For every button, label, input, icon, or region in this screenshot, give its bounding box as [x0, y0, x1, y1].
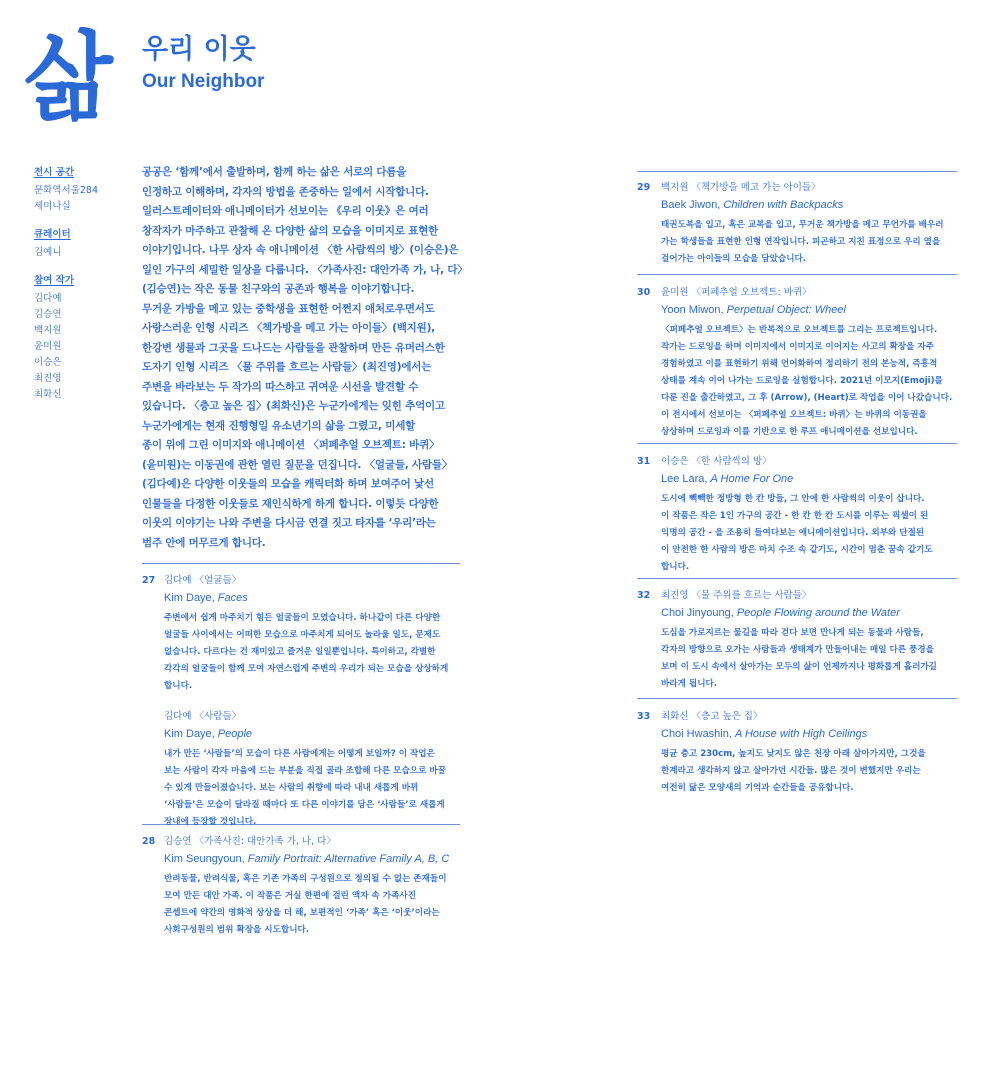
intro-line: 인정하고 이해하며, 각자의 방법을 존중하는 일에서 시작합니다. — [142, 185, 429, 198]
artist-name: 최진영 — [34, 373, 62, 384]
intro-line: 인물들을 다정한 이웃들로 재인식하게 하게 합니다. 이렇듯 다양한 — [142, 497, 439, 510]
entry-body — [164, 834, 449, 939]
entry-description — [164, 610, 448, 695]
intro-line: 있습니다. 〈층고 높은 집〉(최화신)은 누군가에게는 잊힌 추억이고 — [142, 400, 445, 412]
entry-number: 31 — [637, 456, 651, 467]
artist-name: 윤미원 — [34, 341, 62, 352]
description-line: 각자의 방향으로 오가는 사람들과 생태계가 만들어내는 매일 다른 풍경을 — [661, 645, 934, 655]
artist-name-english: Yoon Miwon, — [661, 304, 727, 316]
entry-body — [661, 588, 937, 693]
entry-title-english — [164, 589, 448, 607]
intro-line: 한강변 생물과 그곳을 드나드는 사람들을 관찰하며 만든 유머러스한 — [142, 341, 445, 354]
entry-title-english — [661, 301, 952, 319]
intro-line: (윤미원)는 이동권에 관한 열린 질문을 던집니다. 〈얼굴들, 사람들〉 — [142, 458, 453, 471]
intro-line: 공공은 ‘함께’에서 출발하며, 함께 하는 삶은 서로의 다름을 — [142, 166, 407, 178]
entry-title-english — [661, 725, 926, 743]
intro-line: (김다예)은 다양한 이웃들의 모습을 캐릭터화 하며 보여주어 낯선 — [142, 478, 434, 490]
description-line: 도심을 가로지르는 물길을 따라 걷다 보면 만나게 되는 동물과 사람들, — [661, 628, 924, 638]
artist-name: 김승연 — [34, 309, 62, 320]
entry-number: 28 — [142, 836, 156, 847]
description-line: ‘사람들’은 모습이 달라질 때마다 또 다른 이야기를 담은 ‘사람들’로 새롭게 — [164, 800, 445, 810]
entry-description — [661, 322, 952, 441]
divider — [142, 563, 460, 564]
description-line: 이 작품은 작은 1인 가구의 공간 - 한 칸 한 칸 도시를 이루는 픽셀이 된 — [661, 511, 929, 521]
page-title-korean: 우리 이웃 — [142, 34, 256, 65]
entry-number: 30 — [637, 287, 651, 298]
entry-body — [661, 454, 933, 576]
entry-title-korean: 김다예 〈얼굴들〉 — [164, 575, 242, 586]
intro-line: 사랑스러운 인형 시리즈 〈책가방을 메고 가는 아이들〉(백지원), — [142, 322, 435, 334]
work-title-english: People Flowing around the Water — [736, 607, 900, 619]
intro-line: 종이 위에 그린 이미지와 애니메이션 〈퍼페추얼 오브젝트: 바퀴〉 — [142, 439, 440, 451]
work-title-english: Faces — [217, 592, 248, 604]
artist-name-english: Choi Jinyoung, — [661, 607, 737, 619]
description-line: 평균 층고 230cm, 높지도 낮지도 않은 천장 아래 살아가지만, 그것을 — [661, 749, 926, 759]
description-line: 보며 이 도시 속에서 살아가는 모두의 삶이 언제까지나 평화롭게 흘러가길 — [661, 662, 937, 672]
venue-heading: 전시 공간 — [34, 167, 75, 178]
entry-title-korean: 최화신 〈층고 높은 집〉 — [661, 711, 763, 722]
description-line: 익명의 공간 - 을 조용히 들여다보는 애니메이션입니다. 외부와 단절된 — [661, 528, 925, 538]
entry-number: 33 — [637, 711, 651, 722]
intro-line: 범주 안에 머무르게 합니다. — [142, 536, 266, 549]
artist-name-english: Kim Daye, — [164, 592, 218, 604]
work-title-english: A House with High Ceilings — [734, 728, 868, 740]
entry-body — [661, 180, 944, 268]
artist-name-english: Choi Hwashin, — [661, 728, 735, 740]
intro-line: 이야기입니다. 나무 상자 속 애니메이션 〈한 사람씩의 방〉(이승은)은 — [142, 244, 459, 256]
entry-title-korean: 이승은 〈한 사람씩의 방〉 — [661, 456, 772, 467]
artist-name-english: Baek Jiwon, — [661, 199, 724, 211]
description-line: 가는 학생들을 표현한 인형 연작입니다. 피곤하고 지친 표정으로 우리 옆을 — [661, 237, 941, 247]
intro-line: 주변을 바라보는 두 작가의 따스하고 귀여운 시선을 발견할 수 — [142, 380, 419, 393]
page-title-english: Our Neighbor — [142, 71, 265, 92]
entry-title-korean: 김승연 〈가족사진: 대안가족 가, 나, 다〉 — [164, 836, 336, 847]
description-line: 주변에서 쉽게 마주치기 힘든 얼굴들이 모였습니다. 하나같이 다른 다양한 — [164, 613, 441, 623]
description-line: 바라게 됩니다. — [661, 679, 718, 689]
artists-heading: 참여 작가 — [34, 275, 75, 286]
intro-line: 일인 가구의 세밀한 일상을 다룹니다. 〈가족사진: 대안가족 가, 나, 다〉 — [142, 263, 468, 276]
intro-line: 무거운 가방을 메고 있는 중학생을 표현한 어쩐지 애처로우면서도 — [142, 302, 435, 315]
description-line: 각각의 얼굴들이 함께 모여 자연스럽게 주변의 우리가 되는 모습을 상상하게 — [164, 664, 449, 674]
divider — [637, 274, 957, 275]
intro-line: 일러스트레이터와 애니메이터가 선보이는 《우리 이웃》은 여러 — [142, 205, 429, 217]
description-line: 모여 만든 대안 가족. 이 작품은 거실 한편에 걸린 액자 속 가족사진 — [164, 891, 417, 901]
description-line: 반려동물, 반려식물, 혹은 기존 가족의 구성원으로 정의될 수 없는 존재들이 — [164, 874, 447, 884]
description-line: 여전히 닮은 모양새의 기억과 순간들을 공유합니다. — [661, 783, 854, 793]
description-line: 〈퍼페추얼 오브젝트〉는 반복적으로 오브젝트를 그리는 프로젝트입니다. — [661, 325, 938, 335]
entry-title-korean: 최진영 〈물 주위를 흐르는 사람들〉 — [661, 590, 812, 601]
entry-title-english — [661, 470, 933, 488]
work-title-english: Perpetual Object: Wheel — [726, 304, 846, 316]
intro-line: 이웃의 이야기는 나와 주변을 다시금 연결 짓고 타자를 ‘우리’라는 — [142, 517, 436, 529]
work-title-english: Family Portrait: Alternative Family A, B, C — [247, 853, 450, 865]
artist-name: 김다예 — [34, 293, 62, 304]
work-title-english: A Home For One — [710, 473, 794, 485]
intro-paragraph — [142, 163, 468, 553]
entry-number: 27 — [142, 575, 156, 586]
description-line: 콘셉트에 약간의 영화적 상상을 더 해, 보편적인 ‘가족’ 혹은 ‘이웃’이라는 — [164, 908, 440, 918]
artist-name: 백지원 — [34, 325, 62, 336]
entry-description — [164, 871, 449, 939]
description-line: 사회구성원의 범위 확장을 시도합니다. — [164, 925, 310, 935]
description-line: 합니다. — [164, 681, 193, 691]
divider — [637, 578, 957, 579]
intro-line: (김승연)는 작은 동물 친구와의 공존과 행복을 이야기합니다. — [142, 283, 415, 295]
entry-description — [661, 746, 926, 797]
entry-description — [164, 746, 448, 831]
entry-title-korean: 백지원 〈책가방을 메고 가는 아이들〉 — [661, 182, 821, 193]
entry-description — [661, 625, 937, 693]
description-line: 없습니다. 다르다는 건 재미있고 즐거운 일일뿐입니다. 특이하고, 각별한 — [164, 647, 436, 657]
description-line: 걸어가는 아이들의 모습을 담았습니다. — [661, 254, 807, 264]
entry-body — [661, 285, 952, 441]
description-line: 보는 사람이 각자 마음에 드는 부분을 직접 골라 조합해 다른 모습으로 바꿀 — [164, 766, 446, 776]
artist-name: 이승은 — [34, 357, 62, 368]
description-line: 상태를 계속 이어 나가는 드로잉을 실험합니다. 2021년 이모지(Emoji)를 — [661, 376, 943, 386]
description-line: 한계라고 생각하지 않고 살아가던 시간들. 많은 것이 변했지만 우리는 — [661, 766, 921, 776]
artist-name-english: Lee Lara, — [661, 473, 711, 485]
section-glyph: 삶 — [24, 21, 109, 135]
venue-line: 세미나실 — [34, 201, 71, 212]
description-line: 다룬 진을 출간하였고, 그 후 (Arrow), (Heart)로 작업을 이어 나갔습니다. — [661, 393, 953, 403]
description-line: 작가는 드로잉을 하며 이미지에서 이미지로 이어지는 사고의 확장을 자주 — [661, 342, 934, 352]
venue-line: 문화역서울284 — [34, 185, 99, 196]
entry-description — [661, 217, 944, 268]
entry-title-english — [164, 850, 449, 868]
entry-description — [661, 491, 933, 576]
curator-heading: 큐레이터 — [34, 229, 71, 240]
entry-number: 29 — [637, 182, 651, 193]
entry-title-english — [661, 604, 937, 622]
description-line: 장내에 등장할 것입니다. — [164, 817, 257, 827]
intro-line: 도자기 인형 시리즈 〈물 주위를 흐르는 사람들〉(최진영)에서는 — [142, 361, 432, 373]
entry-title-english — [164, 725, 448, 743]
description-line: 얼굴들 사이에서는 어떠한 모습으로 마주치게 되어도 놀라울 일도, 문제도 — [164, 630, 441, 640]
entry-title-english — [661, 196, 944, 214]
artist-name: 최화신 — [34, 389, 62, 400]
artist-name-english: Kim Seungyoun, — [164, 853, 248, 865]
description-line: 합니다. — [661, 562, 690, 572]
description-line: 내가 만든 ‘사람들’의 모습이 다른 사람에게는 어떻게 보일까? 이 작업은 — [164, 749, 435, 759]
work-title-english: Children with Backpacks — [723, 199, 844, 211]
entry-body — [661, 709, 926, 797]
sub-entry — [164, 709, 448, 831]
description-line: 이 전시에서 선보이는 〈퍼페추얼 오브젝트: 바퀴〉는 바퀴의 이동권을 — [661, 410, 927, 420]
sidebar-info — [34, 165, 134, 403]
description-line: 태권도복을 입고, 혹은 교복을 입고, 무거운 책가방을 메고 무언가를 배우러 — [661, 220, 944, 230]
description-line: 수 있게 만들어졌습니다. 보는 사람의 취향에 따라 내내 새롭게 바뀌 — [164, 783, 419, 793]
curator-name: 김예니 — [34, 247, 62, 258]
description-line: 도시에 빽빽한 정방형 한 칸 방들, 그 안에 한 사람씩의 이웃이 삽니다. — [661, 494, 925, 504]
entry-title-korean: 김다예 〈사람들〉 — [164, 711, 242, 722]
divider — [637, 698, 957, 699]
work-title-english: People — [217, 728, 253, 740]
description-line: 경험하였고 이를 표현하기 위해 언어화하여 정리하기 전의 본능적, 즉흥적 — [661, 359, 938, 369]
description-line: 상상하며 드로잉과 이를 기반으로 한 루프 애니메이션을 선보입니다. — [661, 427, 918, 437]
artist-name-english: Kim Daye, — [164, 728, 218, 740]
intro-line: 누군가에게는 현재 진행형일 유소년기의 삶을 그렸고, 미세할 — [142, 419, 416, 432]
intro-line: 창작자가 마주하고 관찰해 온 다양한 삶의 모습을 이미지로 표현한 — [142, 224, 439, 237]
entry-body — [164, 573, 448, 831]
divider — [637, 171, 957, 172]
description-line: 이 안전한 한 사람의 방은 마치 수조 속 같기도, 시간이 멈춘 꿈속 같기도 — [661, 545, 933, 555]
divider — [637, 443, 957, 444]
entry-number: 32 — [637, 590, 651, 601]
entry-title-korean: 윤미원 〈퍼페추얼 오브젝트: 바퀴〉 — [661, 287, 812, 298]
